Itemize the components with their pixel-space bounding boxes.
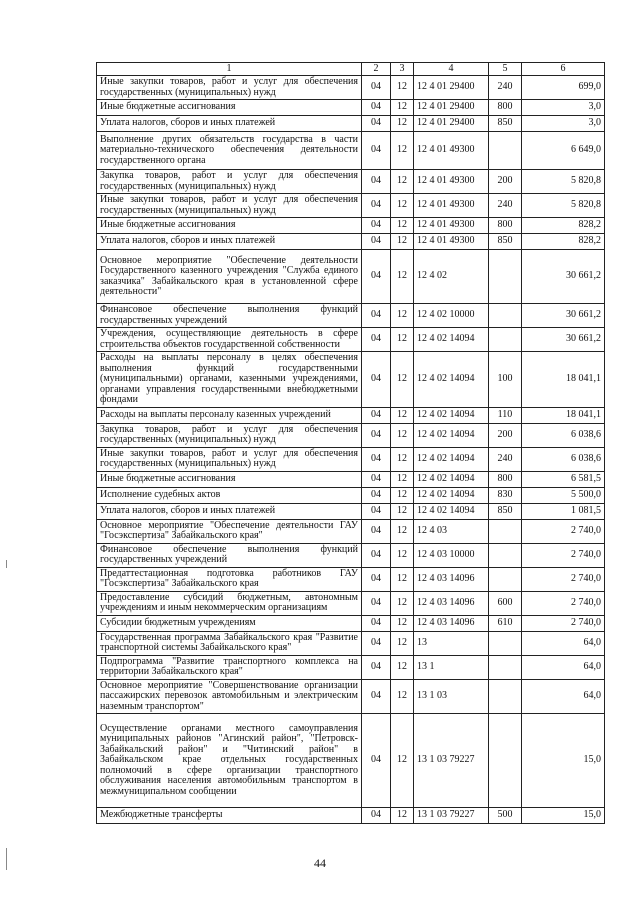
cell-amount: 6 038,6 <box>522 423 605 447</box>
cell-section: 04 <box>362 631 391 655</box>
cell-amount: 1 081,5 <box>522 503 605 519</box>
cell-amount: 15,0 <box>522 714 605 808</box>
cell-section: 04 <box>362 447 391 471</box>
header-col-5: 5 <box>489 63 522 76</box>
cell-target-code: 12 4 01 49300 <box>414 234 489 250</box>
table-body <box>97 63 605 824</box>
cell-section: 04 <box>362 423 391 447</box>
cell-amount: 3,0 <box>522 116 605 132</box>
cell-expense-type: 850 <box>489 116 522 132</box>
cell-subsection: 12 <box>391 655 414 679</box>
cell-name: Иные бюджетные ассигнования <box>97 471 362 487</box>
cell-name: Закупка товаров, работ и услуг для обеспечения государственных (муниципальных) нужд <box>97 170 362 194</box>
header-col-1: 1 <box>97 63 362 76</box>
cell-expense-type <box>489 679 522 714</box>
cell-subsection: 12 <box>391 170 414 194</box>
cell-subsection: 12 <box>391 218 414 234</box>
table-row <box>97 218 605 234</box>
cell-subsection: 12 <box>391 76 414 100</box>
table-row <box>97 591 605 615</box>
cell-amount: 5 820,8 <box>522 194 605 218</box>
cell-name: Предоставление субсидий бюджетным, автономным учреждениям и иным некоммерческим организациям <box>97 591 362 615</box>
cell-expense-type: 850 <box>489 503 522 519</box>
cell-expense-type: 800 <box>489 218 522 234</box>
cell-section: 04 <box>362 519 391 543</box>
cell-name: Иные закупки товаров, работ и услуг для обеспечения государственных (муниципальных) нужд <box>97 76 362 100</box>
cell-subsection: 12 <box>391 234 414 250</box>
cell-amount: 828,2 <box>522 234 605 250</box>
cell-target-code: 12 4 02 <box>414 250 489 304</box>
cell-amount: 30 661,2 <box>522 250 605 304</box>
cell-subsection: 12 <box>391 132 414 170</box>
cell-section: 04 <box>362 328 391 352</box>
cell-expense-type <box>489 328 522 352</box>
cell-name: Закупка товаров, работ и услуг для обеспечения государственных (муниципальных) нужд <box>97 423 362 447</box>
scan-edge-mark <box>6 560 7 568</box>
cell-subsection: 12 <box>391 615 414 631</box>
cell-subsection: 12 <box>391 304 414 328</box>
header-col-3: 3 <box>391 63 414 76</box>
cell-section: 04 <box>362 116 391 132</box>
table-header-row <box>97 63 605 76</box>
cell-subsection: 12 <box>391 591 414 615</box>
table-row <box>97 471 605 487</box>
cell-section: 04 <box>362 407 391 423</box>
table-row <box>97 170 605 194</box>
cell-name: Расходы на выплаты персоналу казенных учреждений <box>97 407 362 423</box>
cell-name: Учреждения, осуществляющие деятельность в сфере строительства объектов государственной собственности <box>97 328 362 352</box>
cell-name: Уплата налогов, сборов и иных платежей <box>97 503 362 519</box>
cell-subsection: 12 <box>391 423 414 447</box>
cell-amount: 6 581,5 <box>522 471 605 487</box>
cell-name: Иные закупки товаров, работ и услуг для обеспечения государственных (муниципальных) нужд <box>97 194 362 218</box>
cell-expense-type <box>489 519 522 543</box>
scan-edge-mark <box>6 848 7 870</box>
cell-expense-type: 110 <box>489 407 522 423</box>
cell-target-code: 12 4 02 14094 <box>414 471 489 487</box>
cell-target-code: 12 4 03 14096 <box>414 567 489 591</box>
cell-name: Подпрограмма "Развитие транспортного комплекса на территории Забайкальского края" <box>97 655 362 679</box>
header-col-4: 4 <box>414 63 489 76</box>
cell-target-code: 12 4 03 14096 <box>414 591 489 615</box>
cell-name: Иные бюджетные ассигнования <box>97 218 362 234</box>
cell-target-code: 12 4 03 <box>414 519 489 543</box>
cell-amount: 18 041,1 <box>522 407 605 423</box>
cell-subsection: 12 <box>391 487 414 503</box>
cell-target-code: 12 4 02 14094 <box>414 407 489 423</box>
cell-name: Основное мероприятие "Обеспечение деятельности Государственного казенного учреждения "Служба единого заказчика" Забайкальского края в установленной сфере деятельности" <box>97 250 362 304</box>
cell-name: Финансовое обеспечение выполнения функций государственных учреждений <box>97 543 362 567</box>
cell-section: 04 <box>362 487 391 503</box>
cell-subsection: 12 <box>391 808 414 824</box>
cell-amount: 2 740,0 <box>522 567 605 591</box>
cell-name: Основное мероприятие "Обеспечение деятельности ГАУ "Госэкспертиза" Забайкальского края" <box>97 519 362 543</box>
cell-target-code: 12 4 01 29400 <box>414 116 489 132</box>
cell-expense-type: 600 <box>489 591 522 615</box>
cell-section: 04 <box>362 591 391 615</box>
cell-target-code: 13 1 03 <box>414 679 489 714</box>
table-row <box>97 615 605 631</box>
cell-amount: 2 740,0 <box>522 591 605 615</box>
cell-target-code: 12 4 02 14094 <box>414 503 489 519</box>
cell-name: Финансовое обеспечение выполнения функций государственных учреждений <box>97 304 362 328</box>
table-row <box>97 808 605 824</box>
cell-expense-type: 610 <box>489 615 522 631</box>
cell-section: 04 <box>362 132 391 170</box>
cell-expense-type <box>489 543 522 567</box>
table-row <box>97 679 605 714</box>
cell-amount: 2 740,0 <box>522 519 605 543</box>
cell-expense-type: 850 <box>489 234 522 250</box>
cell-amount: 15,0 <box>522 808 605 824</box>
table-row <box>97 503 605 519</box>
cell-expense-type <box>489 250 522 304</box>
cell-subsection: 12 <box>391 503 414 519</box>
cell-target-code: 12 4 02 10000 <box>414 304 489 328</box>
cell-subsection: 12 <box>391 116 414 132</box>
table-row <box>97 714 605 808</box>
table-row <box>97 655 605 679</box>
budget-table <box>96 62 605 824</box>
cell-expense-type: 800 <box>489 100 522 116</box>
cell-target-code: 13 1 03 79227 <box>414 714 489 808</box>
cell-section: 04 <box>362 655 391 679</box>
table-row <box>97 407 605 423</box>
cell-amount: 828,2 <box>522 218 605 234</box>
cell-name: Уплата налогов, сборов и иных платежей <box>97 116 362 132</box>
cell-target-code: 12 4 02 14094 <box>414 487 489 503</box>
cell-subsection: 12 <box>391 567 414 591</box>
cell-subsection: 12 <box>391 631 414 655</box>
cell-amount: 699,0 <box>522 76 605 100</box>
cell-name: Основное мероприятие "Совершенствование организации пассажирских перевозок автомобильным и электрическим наземным транспортом" <box>97 679 362 714</box>
cell-subsection: 12 <box>391 679 414 714</box>
cell-section: 04 <box>362 567 391 591</box>
cell-name: Осуществление органами местного самоуправления муниципальных районов "Агинский район", "Петровск-Забайкальский район" и "Читинский район" в Забайкальском крае отдельных государственных полномочий в сфере организации транспортного обслуживания населения автомобильным транспортом в межмуниципальном сообщении <box>97 714 362 808</box>
cell-amount: 2 740,0 <box>522 615 605 631</box>
cell-target-code: 12 4 02 14094 <box>414 447 489 471</box>
table-row <box>97 519 605 543</box>
table-row <box>97 194 605 218</box>
cell-section: 04 <box>362 218 391 234</box>
cell-expense-type: 500 <box>489 808 522 824</box>
table-row <box>97 250 605 304</box>
cell-amount: 30 661,2 <box>522 328 605 352</box>
cell-section: 04 <box>362 471 391 487</box>
cell-expense-type: 240 <box>489 194 522 218</box>
cell-section: 04 <box>362 100 391 116</box>
cell-expense-type: 240 <box>489 76 522 100</box>
table-row <box>97 304 605 328</box>
cell-subsection: 12 <box>391 543 414 567</box>
cell-name: Уплата налогов, сборов и иных платежей <box>97 234 362 250</box>
cell-expense-type: 800 <box>489 471 522 487</box>
table-row <box>97 234 605 250</box>
cell-target-code: 13 <box>414 631 489 655</box>
cell-target-code: 13 1 03 79227 <box>414 808 489 824</box>
cell-name: Исполнение судебных актов <box>97 487 362 503</box>
table-row <box>97 543 605 567</box>
cell-subsection: 12 <box>391 407 414 423</box>
cell-amount: 5 820,8 <box>522 170 605 194</box>
table-row <box>97 328 605 352</box>
cell-expense-type: 100 <box>489 352 522 408</box>
cell-section: 04 <box>362 76 391 100</box>
cell-section: 04 <box>362 250 391 304</box>
cell-amount: 6 038,6 <box>522 447 605 471</box>
cell-subsection: 12 <box>391 352 414 408</box>
table-row <box>97 100 605 116</box>
cell-name: Выполнение других обязательств государства в части материально-технического обеспечения деятельности государственного органа <box>97 132 362 170</box>
cell-target-code: 12 4 03 10000 <box>414 543 489 567</box>
cell-subsection: 12 <box>391 447 414 471</box>
cell-subsection: 12 <box>391 250 414 304</box>
cell-section: 04 <box>362 679 391 714</box>
cell-section: 04 <box>362 543 391 567</box>
cell-section: 04 <box>362 304 391 328</box>
cell-expense-type: 240 <box>489 447 522 471</box>
cell-section: 04 <box>362 714 391 808</box>
header-col-6: 6 <box>522 63 605 76</box>
cell-expense-type <box>489 132 522 170</box>
cell-subsection: 12 <box>391 714 414 808</box>
cell-section: 04 <box>362 808 391 824</box>
cell-amount: 5 500,0 <box>522 487 605 503</box>
cell-name: Иные бюджетные ассигнования <box>97 100 362 116</box>
cell-section: 04 <box>362 503 391 519</box>
cell-target-code: 12 4 01 49300 <box>414 194 489 218</box>
cell-name: Государственная программа Забайкальского края "Развитие транспортной системы Забайкальского края" <box>97 631 362 655</box>
cell-expense-type <box>489 567 522 591</box>
cell-target-code: 12 4 02 14094 <box>414 352 489 408</box>
cell-amount: 18 041,1 <box>522 352 605 408</box>
cell-name: Расходы на выплаты персоналу в целях обеспечения выполнения функций государственными (муниципальными) органами, казенными учреждениями, органами управления государственными внебюджетными фондами <box>97 352 362 408</box>
cell-target-code: 12 4 01 29400 <box>414 100 489 116</box>
cell-amount: 3,0 <box>522 100 605 116</box>
cell-expense-type <box>489 304 522 328</box>
cell-target-code: 13 1 <box>414 655 489 679</box>
table-row <box>97 447 605 471</box>
cell-subsection: 12 <box>391 471 414 487</box>
cell-target-code: 12 4 03 14096 <box>414 615 489 631</box>
cell-expense-type <box>489 714 522 808</box>
cell-amount: 64,0 <box>522 631 605 655</box>
cell-target-code: 12 4 01 49300 <box>414 132 489 170</box>
header-col-2: 2 <box>362 63 391 76</box>
cell-subsection: 12 <box>391 194 414 218</box>
cell-expense-type <box>489 655 522 679</box>
cell-name: Предаттестационная подготовка работников ГАУ "Госэкспертиза" Забайкальского края <box>97 567 362 591</box>
cell-amount: 64,0 <box>522 679 605 714</box>
table-row <box>97 631 605 655</box>
cell-target-code: 12 4 02 14094 <box>414 328 489 352</box>
page-number: 44 <box>314 856 326 870</box>
cell-section: 04 <box>362 170 391 194</box>
cell-section: 04 <box>362 234 391 250</box>
cell-target-code: 12 4 01 29400 <box>414 76 489 100</box>
cell-expense-type: 200 <box>489 423 522 447</box>
cell-section: 04 <box>362 352 391 408</box>
cell-expense-type: 830 <box>489 487 522 503</box>
cell-subsection: 12 <box>391 519 414 543</box>
cell-amount: 30 661,2 <box>522 304 605 328</box>
cell-expense-type: 200 <box>489 170 522 194</box>
table-row <box>97 567 605 591</box>
table-row <box>97 352 605 408</box>
cell-subsection: 12 <box>391 328 414 352</box>
cell-name: Субсидии бюджетным учреждениям <box>97 615 362 631</box>
cell-target-code: 12 4 01 49300 <box>414 170 489 194</box>
cell-name: Межбюджетные трансферты <box>97 808 362 824</box>
table-row <box>97 132 605 170</box>
cell-section: 04 <box>362 194 391 218</box>
table-row <box>97 116 605 132</box>
table-row <box>97 487 605 503</box>
cell-expense-type <box>489 631 522 655</box>
cell-target-code: 12 4 02 14094 <box>414 423 489 447</box>
table-row <box>97 423 605 447</box>
cell-subsection: 12 <box>391 100 414 116</box>
cell-name: Иные закупки товаров, работ и услуг для обеспечения государственных (муниципальных) нужд <box>97 447 362 471</box>
cell-amount: 2 740,0 <box>522 543 605 567</box>
table-row <box>97 76 605 100</box>
cell-target-code: 12 4 01 49300 <box>414 218 489 234</box>
cell-amount: 6 649,0 <box>522 132 605 170</box>
cell-section: 04 <box>362 615 391 631</box>
cell-amount: 64,0 <box>522 655 605 679</box>
